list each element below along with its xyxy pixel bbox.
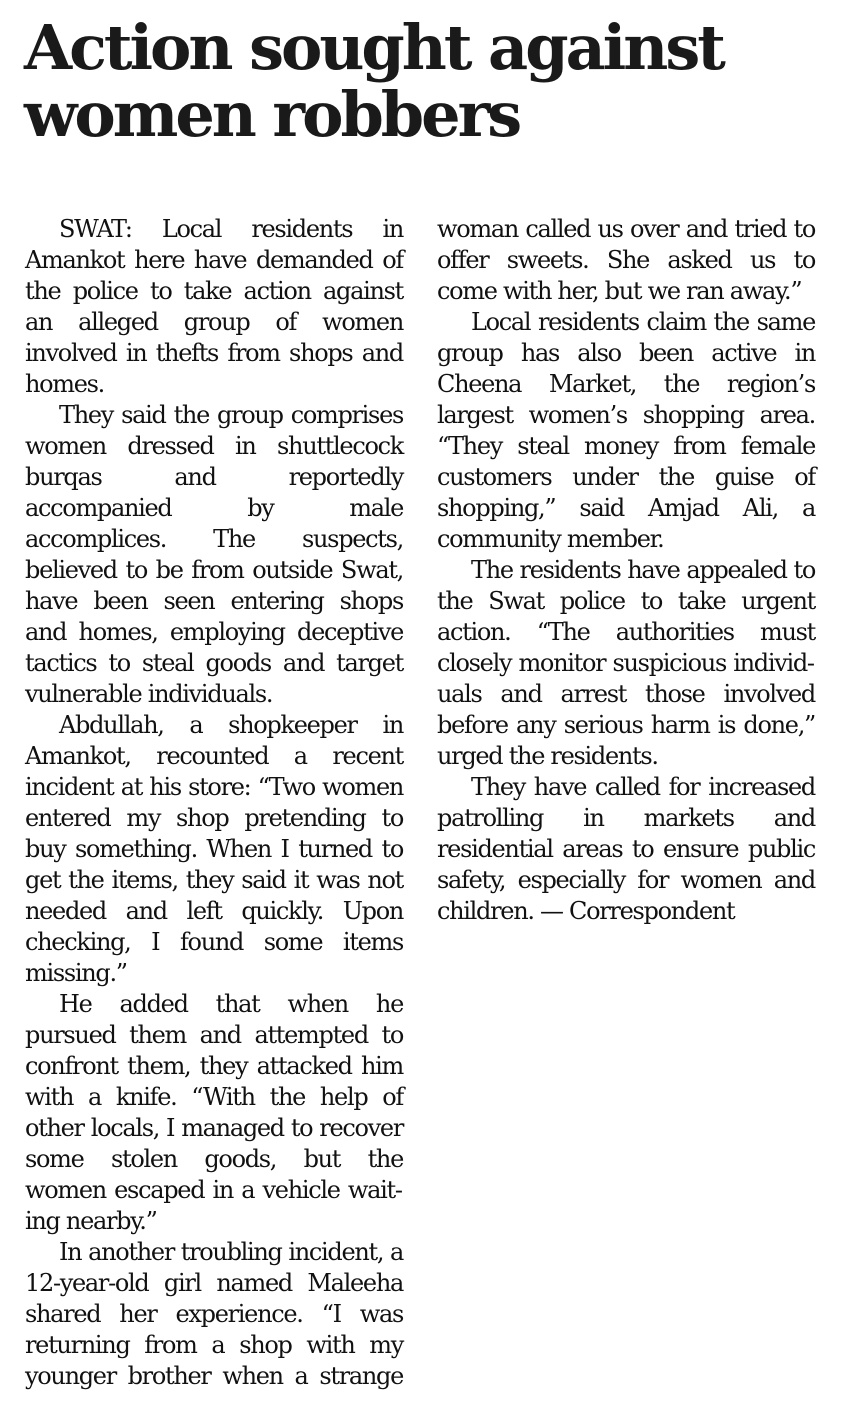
- article-paragraph: In another troubling incident, a 12-year-old girl named Maleeha shared her experience. “I was returning from a shop with my younger brother when a strange woman called us over and tried to offer sweets. She asked us to come with her, but we ran away.”: [25, 215, 815, 1390]
- article-paragraph: He added that when he pursued them and attempted to confront them, they attacked him with a knife. “With the help of other locals, I managed to recover some stolen goods, but the women escaped in a vehicle waiting nearby.”: [25, 990, 403, 1235]
- article-paragraph: Local residents claim the same group has also been active in Cheena Market, the region’s largest women’s shopping area. “They steal money from female customers under the guise of shopping,” said Amjad Ali, a community member.: [437, 308, 815, 553]
- article-body: [25, 214, 815, 1404]
- article-headline: Action sought against women robbers: [24, 11, 723, 151]
- article-paragraph: They have called for increased patrolling in markets and residential areas to ensure public safety, especially for women and children. — Correspondent: [437, 773, 815, 925]
- article-paragraph: SWAT: Local residents in Amankot here have demanded of the police to take action against an alleged group of women involved in thefts from shops and homes.: [25, 215, 403, 398]
- article-paragraph: The residents have appealed to the Swat police to take urgent action. “The authorities must closely monitor suspicious individuals and arrest those involved before any serious harm is done,” urged the residents.: [437, 556, 815, 770]
- article-paragraph: Abdullah, a shopkeeper in Amankot, recounted a recent incident at his store: “Two women entered my shop pretending to buy something. When I turned to get the items, they said it was not needed and left quickly. Upon checking, I found some items missing.”: [25, 711, 403, 987]
- article-paragraph: They said the group comprises women dressed in shuttlecock burqas and reportedly accompanied by male accomplices. The suspects, believed to be from outside Swat, have been seen entering shops and homes, employing deceptive tactics to steal goods and target vulnerable individuals.: [25, 401, 403, 708]
